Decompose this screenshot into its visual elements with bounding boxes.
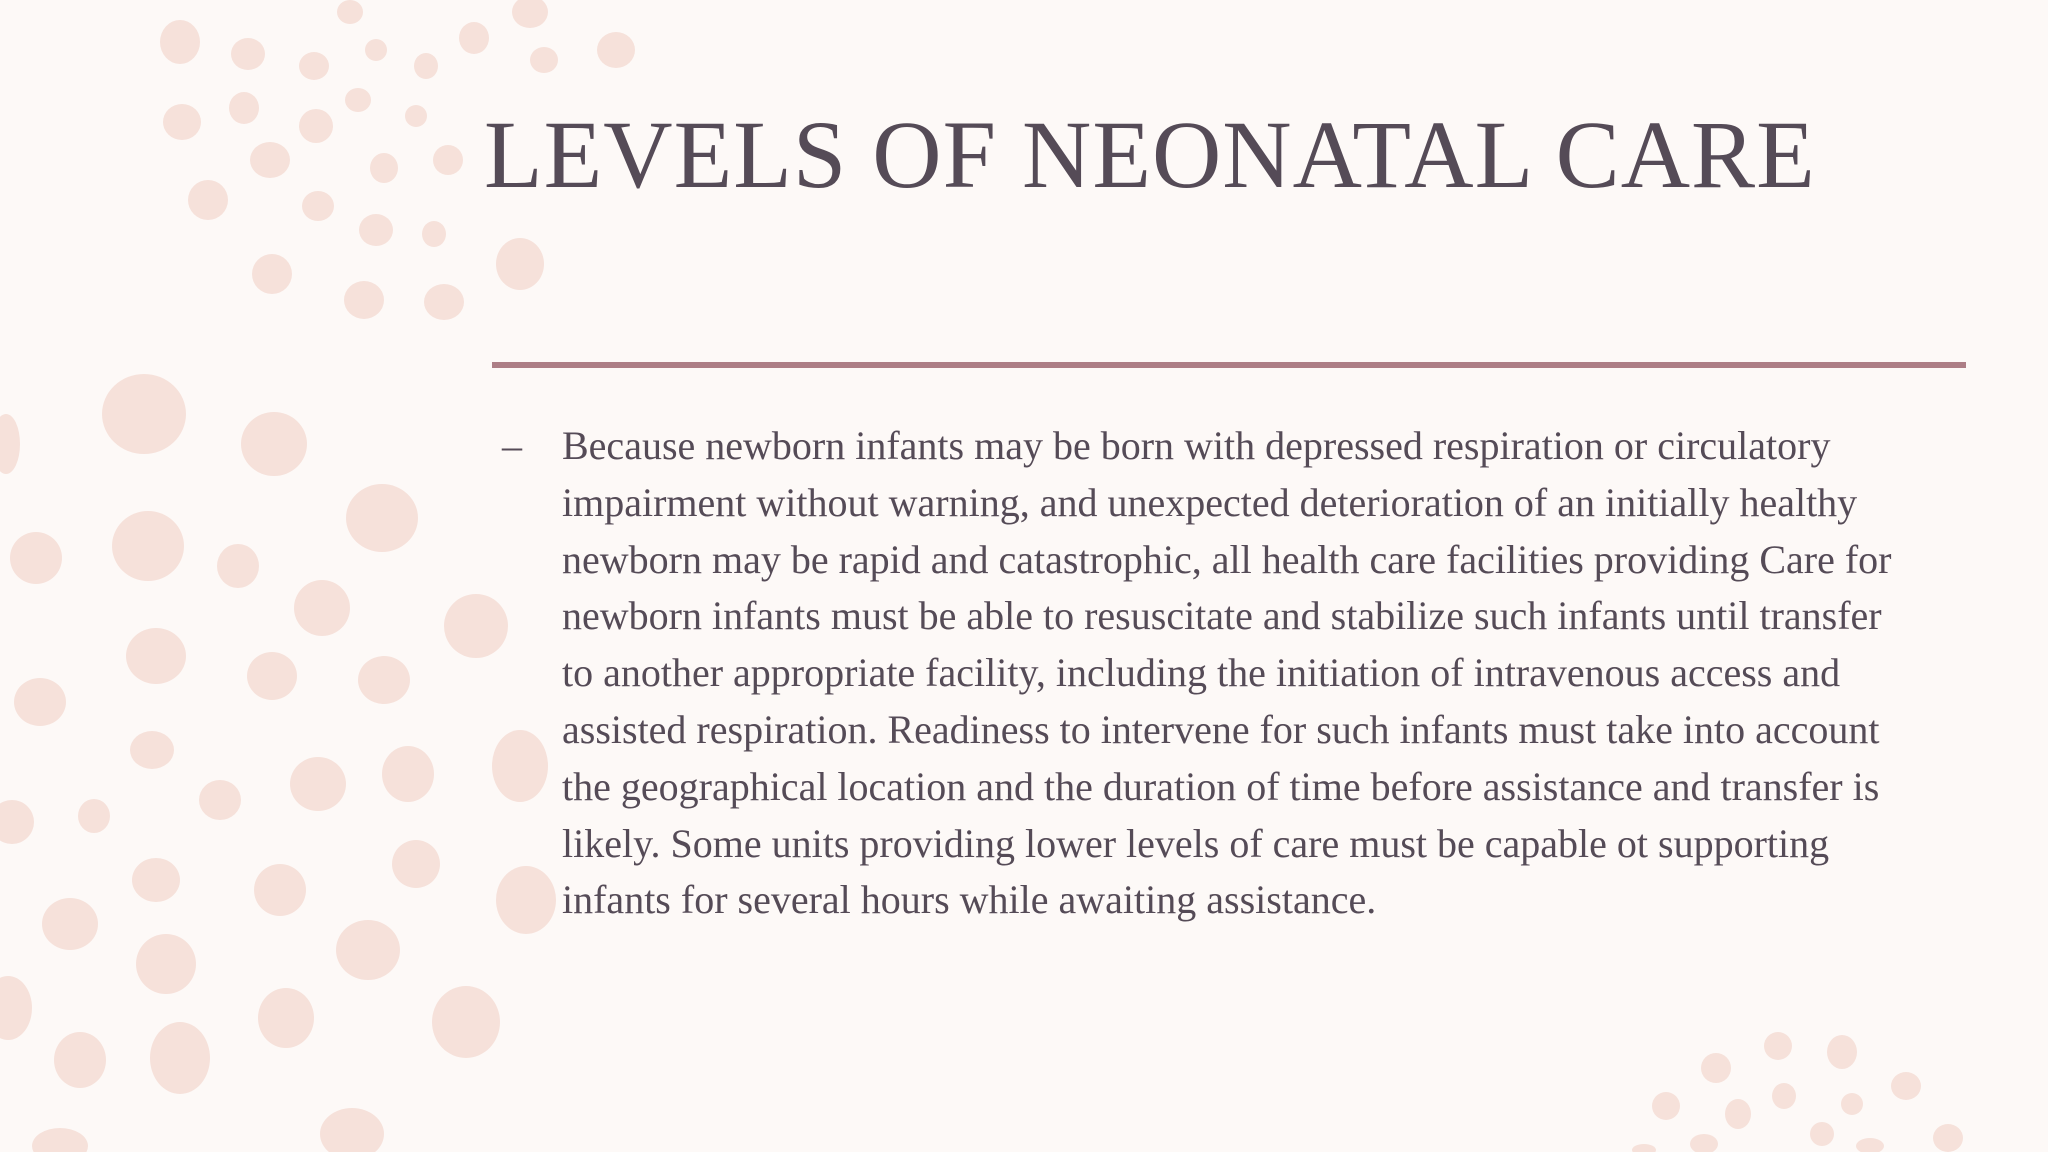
bullet-paragraph (562, 418, 1982, 929)
paragraph-line: the geographical location and the duration of time before assistance and transfer is (562, 763, 1880, 809)
slide-title: LEVELS OF NEONATAL CARE (484, 101, 1816, 208)
bullet-dash: – (502, 423, 522, 468)
paragraph-line: impairment without warning, and unexpected deterioration of an initially healthy (562, 479, 1858, 525)
paragraph-line: infants for several hours while awaiting assistance. (562, 877, 1377, 923)
paragraph-line: Because newborn infants may be born with depressed respiration or circulatory (562, 423, 1831, 468)
paragraph-line: assisted respiration. Readiness to intervene for such infants must take into account (562, 706, 1880, 752)
paragraph-line: newborn may be rapid and catastrophic, all health care facilities providing Care for (562, 536, 1892, 582)
paragraph-line: to another appropriate facility, including the initiation of intravenous access and (562, 650, 1841, 696)
paragraph-line: newborn infants must be able to resuscitate and stabilize such infants until transfer (562, 593, 1882, 639)
paragraph-line: likely. Some units providing lower levels of care must be capable ot supporting (562, 820, 1830, 866)
title-divider (492, 362, 1966, 368)
dot-cluster-bottom-right (1632, 1032, 1963, 1152)
